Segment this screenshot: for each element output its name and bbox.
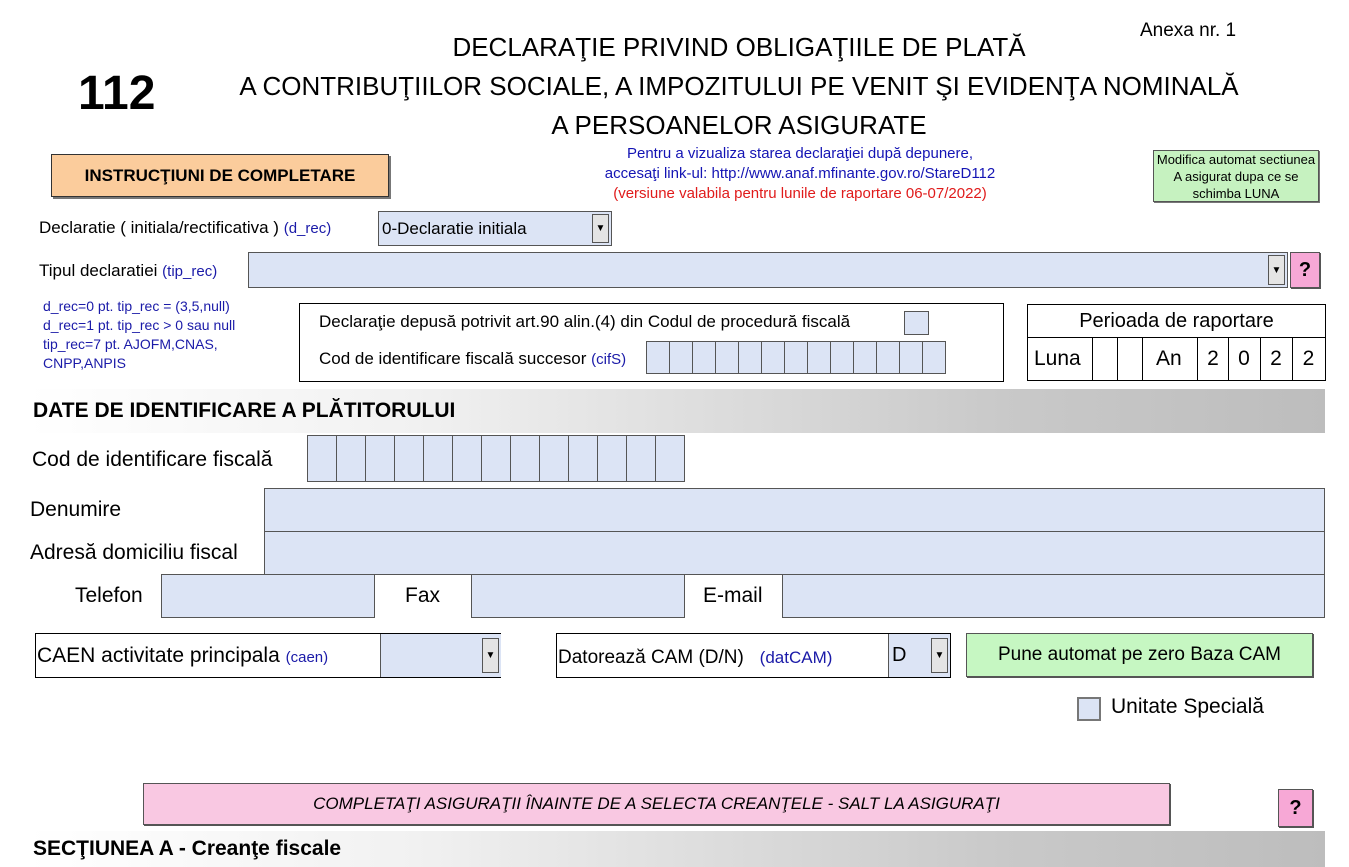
cam-value: D xyxy=(892,644,907,666)
cif-digit[interactable] xyxy=(423,435,453,482)
cifs-label xyxy=(319,349,626,369)
declaratie-label xyxy=(39,218,331,238)
cifs-digit[interactable] xyxy=(876,341,900,374)
luna-label: Luna xyxy=(1034,347,1081,370)
cifs-label-text: Cod de identificare fiscală succesor xyxy=(319,349,587,368)
cifs-digit[interactable] xyxy=(669,341,693,374)
declaratie-value: 0-Declaratie initiala xyxy=(382,218,527,238)
cif-digit[interactable] xyxy=(510,435,540,482)
title-line-2: A CONTRIBUŢIILOR SOCIALE, A IMPOZITULUI PE VENIT ŞI EVIDENŢA NOMINALĂ xyxy=(239,71,1239,101)
cifs-digit[interactable] xyxy=(692,341,716,374)
art90-checkbox[interactable] xyxy=(904,311,929,335)
cam-code: (datCAM) xyxy=(759,648,833,667)
cif-digit[interactable] xyxy=(626,435,656,482)
rules-note xyxy=(43,297,235,373)
caen-box xyxy=(35,633,501,678)
period-title: Perioada de raportare xyxy=(1028,305,1325,338)
tip-label xyxy=(39,261,217,281)
cif-label: Cod de identificare fiscală xyxy=(32,448,273,471)
complete-insured-button[interactable]: COMPLETAŢI ASIGURAŢII ÎNAINTE DE A SELECTA CREANŢELE - SALT LA ASIGURAŢI xyxy=(143,783,1170,825)
tip-label-text: Tipul declaratiei xyxy=(39,261,158,280)
reporting-period-box xyxy=(1027,304,1326,381)
status-info xyxy=(560,144,1040,204)
note-line-4: CNPP,ANPIS xyxy=(43,355,126,371)
info-version: (versiune valabila pentru lunile de raportare 06-07/2022) xyxy=(613,185,987,202)
cam-select[interactable] xyxy=(888,634,950,677)
caen-label-text: CAEN activitate principala xyxy=(37,644,280,667)
declaratie-select[interactable] xyxy=(378,211,612,246)
cif-digit[interactable] xyxy=(365,435,395,482)
unitate-speciala-checkbox[interactable] xyxy=(1077,697,1101,721)
cifs-code: (cifS) xyxy=(591,351,627,368)
instructions-button[interactable]: INSTRUCŢIUNI DE COMPLETARE xyxy=(51,154,389,197)
help-button-section-a[interactable]: ? xyxy=(1278,789,1313,827)
luna-digit-1[interactable] xyxy=(1092,337,1118,380)
cifs-input[interactable] xyxy=(646,341,945,374)
cam-zero-button[interactable]: Pune automat pe zero Baza CAM xyxy=(966,633,1313,677)
note-line-1: d_rec=0 pt. tip_rec = (3,5,null) xyxy=(43,298,230,314)
chevron-down-icon[interactable]: ▼ xyxy=(482,638,499,673)
fax-label: Fax xyxy=(405,584,441,607)
chevron-down-icon[interactable]: ▼ xyxy=(1268,255,1285,285)
caen-label xyxy=(37,644,328,668)
info-line-2: accesaţi link-ul: http://www.anaf.mfinante.gov.ro/StareD112 xyxy=(604,165,996,182)
declaratie-code: (d_rec) xyxy=(283,220,332,237)
cif-digit[interactable] xyxy=(394,435,424,482)
declaratie-label-text: Declaratie ( initiala/rectificativa ) xyxy=(39,218,279,237)
unitate-speciala-label: Unitate Specială xyxy=(1111,695,1264,718)
year-digit-1[interactable]: 2 xyxy=(1197,337,1229,380)
luna-digit-2[interactable] xyxy=(1117,337,1143,380)
art90-box xyxy=(299,303,1004,382)
denumire-label: Denumire xyxy=(30,498,122,521)
cam-box xyxy=(556,633,951,678)
cif-digit[interactable] xyxy=(539,435,569,482)
cifs-digit[interactable] xyxy=(715,341,739,374)
an-label: An xyxy=(1156,347,1182,370)
cifs-digit[interactable] xyxy=(899,341,923,374)
cifs-digit[interactable] xyxy=(853,341,877,374)
cif-digit[interactable] xyxy=(307,435,337,482)
note-line-2: d_rec=1 pt. tip_rec > 0 sau null xyxy=(43,317,236,333)
fax-input[interactable] xyxy=(471,574,685,618)
chevron-down-icon[interactable]: ▼ xyxy=(931,638,948,673)
auto-modify-button[interactable]: Modifica automat sectiunea A asigurat dupa ce se schimba LUNA xyxy=(1153,150,1319,202)
tip-select[interactable] xyxy=(248,252,1288,288)
caen-code: (caen) xyxy=(285,649,329,666)
year-digit-4[interactable]: 2 xyxy=(1302,346,1315,370)
email-label: E-mail xyxy=(703,584,763,607)
year-digit-3[interactable]: 2 xyxy=(1260,337,1293,380)
title-line-3: A PERSOANELOR ASIGURATE xyxy=(551,110,927,140)
caen-select[interactable] xyxy=(380,634,501,677)
telefon-input[interactable] xyxy=(161,574,375,618)
cif-digit[interactable] xyxy=(481,435,511,482)
cif-digit[interactable] xyxy=(597,435,627,482)
page-title xyxy=(230,28,1248,145)
note-line-3: tip_rec=7 pt. AJOFM,CNAS, xyxy=(43,336,218,352)
cif-digit[interactable] xyxy=(336,435,366,482)
cifs-digit[interactable] xyxy=(922,341,946,374)
cam-label xyxy=(558,647,832,669)
section-header-platitor: DATE DE IDENTIFICARE A PLĂTITORULUI xyxy=(28,389,1325,433)
title-line-1: DECLARAŢIE PRIVIND OBLIGAŢIILE DE PLATĂ xyxy=(452,32,1026,62)
form-number: 112 xyxy=(78,67,156,120)
cif-digit[interactable] xyxy=(655,435,685,482)
year-digit-2[interactable]: 0 xyxy=(1228,337,1261,380)
section-header-a: SECŢIUNEA A - Creanţe fiscale xyxy=(28,831,1325,867)
cifs-digit[interactable] xyxy=(761,341,785,374)
anexa-label: Anexa nr. 1 xyxy=(1140,20,1237,41)
adresa-input[interactable] xyxy=(264,531,1325,575)
cif-digit[interactable] xyxy=(452,435,482,482)
info-line-1: Pentru a vizualiza starea declaraţiei după depunere, xyxy=(626,145,974,162)
cifs-digit[interactable] xyxy=(830,341,854,374)
telefon-label: Telefon xyxy=(75,584,143,607)
email-input[interactable] xyxy=(782,574,1325,618)
chevron-down-icon[interactable]: ▼ xyxy=(592,214,609,243)
denumire-input[interactable] xyxy=(264,488,1325,532)
tip-code: (tip_rec) xyxy=(162,263,218,280)
help-button-tip[interactable]: ? xyxy=(1290,252,1320,288)
cif-digit[interactable] xyxy=(568,435,598,482)
cifs-digit[interactable] xyxy=(784,341,808,374)
adresa-label: Adresă domiciliu fiscal xyxy=(30,541,238,564)
cif-input[interactable] xyxy=(307,435,684,482)
cifs-digit[interactable] xyxy=(807,341,831,374)
cifs-digit[interactable] xyxy=(738,341,762,374)
art90-label: Declaraţie depusă potrivit art.90 alin.(4) din Codul de procedură fiscală xyxy=(319,312,851,331)
cifs-digit[interactable] xyxy=(646,341,670,374)
cam-label-text: Datorează CAM (D/N) xyxy=(558,647,744,668)
